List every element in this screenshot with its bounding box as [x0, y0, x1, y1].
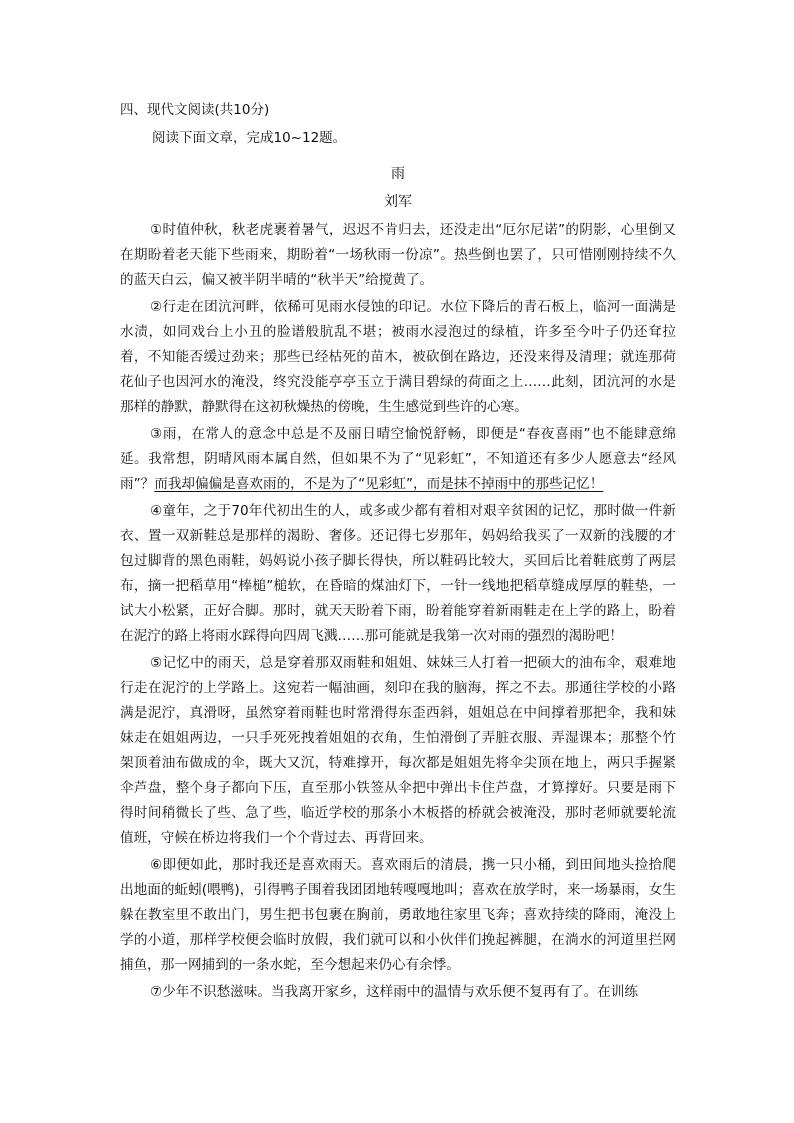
paragraph-7: ⑦少年不识愁滋味。当我离开家乡，这样雨中的温情与欢乐便不复再有了。在训练	[150, 984, 638, 1000]
paragraph-3-text: ③雨，在常人的意念中总是不及丽日晴空愉悦舒畅，即便是“春夜喜雨”也不能肆意绵延。我常想，阴晴风雨本属自然，但如果不为了“见彩虹”，不知道还有多少人愿意去“经风雨”？	[120, 426, 676, 492]
article-title: 雨	[391, 166, 405, 182]
paragraph-4: ④童年，之于70年代初出生的人，或多或少都有着相对艰辛贫困的记忆，那时做一件新衣、置一双新鞋总是那样的渴盼、奢侈。还记得七岁那年，妈妈给我买了一双新的浅腰的才包过脚背的黑色雨鞋，妈妈说小孩子脚长得快，所以鞋码比较大，买回后比着鞋底剪了两层布，摘一把稻草用“棒槌”槌软，在昏暗的煤油灯下，一针一线地把稻草缝成厚厚的鞋垫，一试大小松紧，正好合脚。那时，就天天盼着下雨，盼着能穿着新雨鞋走在上学的路上，盼着在泥泞的路上将雨水踩得向四周飞溅……那可能就是我第一次对雨的强烈的渴盼吧！	[120, 503, 676, 644]
section-title: 四、现代文阅读(共10分)	[120, 102, 270, 118]
document-content	[120, 100, 676, 1005]
underlined-sentence: 而我却偏偏是喜欢雨的，不是为了“见彩虹”，而是抹不掉雨中的那些记忆！	[154, 476, 604, 492]
paragraph-2: ②行走在团沆河畔，依稀可见雨水侵蚀的印记。水位下降后的青石板上，临河一面满是水渍，如同戏台上小丑的脸谱般肮乱不堪；被雨水浸泡过的绿植，许多至今叶子仍还耷拉着，不知能否缓过劲来；那些已经枯死的苗木，被砍倒在路边，还没来得及清理；就连那荷花仙子也因河水的淹没，终究没能亭亭玉立于满目碧绿的荷面之上……此刻，团沆河的水是那样的静默，静默得在这初秋燥热的傍晚，生生感觉到些许的心寒。	[120, 299, 676, 415]
paragraph-1: ①时值仲秋，秋老虎裹着暑气，迟迟不肯归去，还没走出“厄尔尼诺”的阴影，心里倒又在期盼着老天能下些雨来，期盼着“一场秋雨一份凉”。热些倒也罢了，只可惜刚刚持续不久的蓝天白云，偏又被半阴半晴的“秋半天”给搅黄了。	[120, 222, 676, 288]
article-author: 刘军	[384, 194, 412, 210]
paragraph-5: ⑤记忆中的雨天，总是穿着那双雨鞋和姐姐、妹妹三人打着一把硕大的油布伞，艰难地行走在泥泞的上学路上。这宛若一幅油画，刻印在我的脑海，挥之不去。那通往学校的小路满是泥泞，真滑呀，虽然穿着雨鞋也时常滑得东歪西斜，姐姐总在中间撑着那把伞，我和妹妹走在姐姐两边，一只手死死拽着姐姐的衣角，生怕滑倒了弄脏衣服、弄湿课本；那整个竹架顶着油布做成的伞，既大又沉，特难撑开，每次都是姐姐先将伞尖顶在地上，两只手握紧伞芦盘，整个身子都向下压，直至那小铁签从伞把中弹出卡住芦盘，才算撑好。只要是雨下得时间稍微长了些、急了些，临近学校的那条小木板搭的桥就会被淹没，那时老师就要轮流值班，守候在桥边将我们一个个背过去、再背回来。	[120, 655, 676, 846]
paragraph-3	[120, 422, 676, 497]
reading-instruction: 阅读下面文章，完成10~12题。	[152, 130, 347, 146]
paragraph-6: ⑥即便如此，那时我还是喜欢雨天。喜欢雨后的清晨，携一只小桶，到田间地头捡拾爬出地面的蚯蚓(喂鸭)，引得鸭子围着我团团地转嘎嘎地叫；喜欢在放学时，来一场暴雨，女生躲在教室里不敢出门，男生把书包裹在胸前，勇敢地往家里飞奔；喜欢持续的降雨，淹没上学的小道，那样学校便会临时放假，我们就可以和小伙伴们挽起裤腿，在淌水的河道里拦网捕鱼，那一网捕到的一条水蛇，至今想起来仍心有余悸。	[120, 857, 676, 973]
